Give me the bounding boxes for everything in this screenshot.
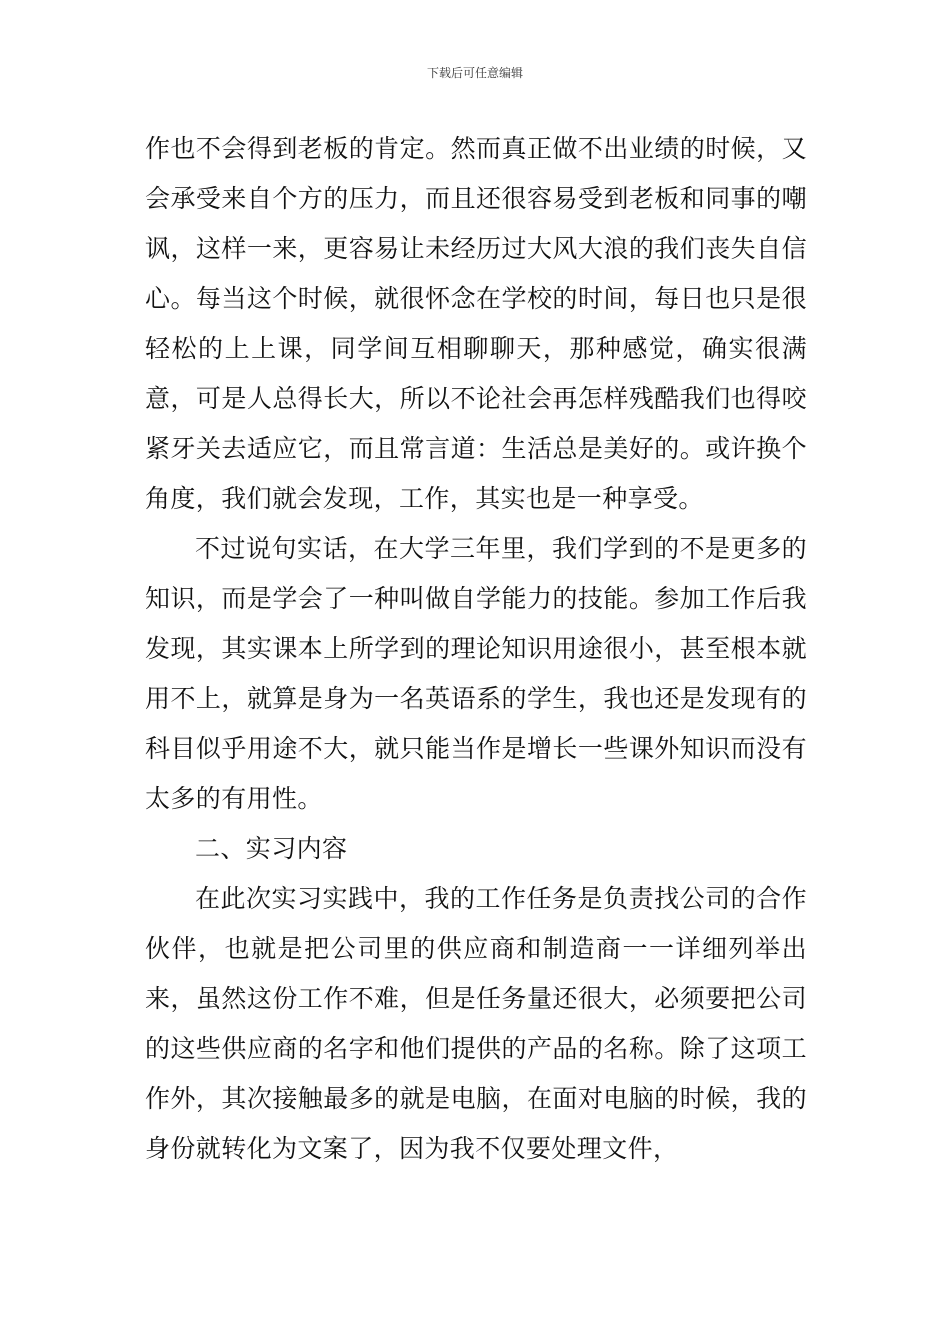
paragraph-continuation: 作也不会得到老板的肯定。然而真正做不出业绩的时候，又会承受来自个方的压力，而且还很容易受到老板和同事的嘲讽，这样一来，更容易让未经历过大风大浪的我们丧失自信心。每当这个时候，就很怀念在学校的时间，每日也只是很轻松的上上课，同学间互相聊聊天，那种感觉，确实很满意，可是人总得长大，所以不论社会再怎样残酷我们也得咬紧牙关去适应它，而且常言道：生活总是美好的。或许换个角度，我们就会发现，工作，其实也是一种享受。: [145, 134, 807, 513]
paragraph-self-study: 不过说句实话，在大学三年里，我们学到的不是更多的知识，而是学会了一种叫做自学能力的技能。参加工作后我发现，其实课本上所学到的理论知识用途很小，甚至根本就用不上，就算是身为一名英语系的学生，我也还是发现有的科目似乎用途不大，就只能当作是增长一些课外知识而没有太多的有用性。: [145, 534, 807, 813]
document-body: [145, 124, 807, 1174]
section-heading-internship-content: 二、实习内容: [195, 834, 348, 863]
paragraph-internship-tasks: 在此次实习实践中，我的工作任务是负责找公司的合作伙伴，也就是把公司里的供应商和制造商一一详细列举出来，虽然这份工作不难，但是任务量还很大，必须要把公司的这些供应商的名字和他们提供的产品的名称。除了这项工作外，其次接触最多的就是电脑，在面对电脑的时候，我的身份就转化为文案了，因为我不仅要处理文件，: [145, 884, 807, 1163]
page-header: 下载后可任意编辑: [426, 66, 523, 80]
